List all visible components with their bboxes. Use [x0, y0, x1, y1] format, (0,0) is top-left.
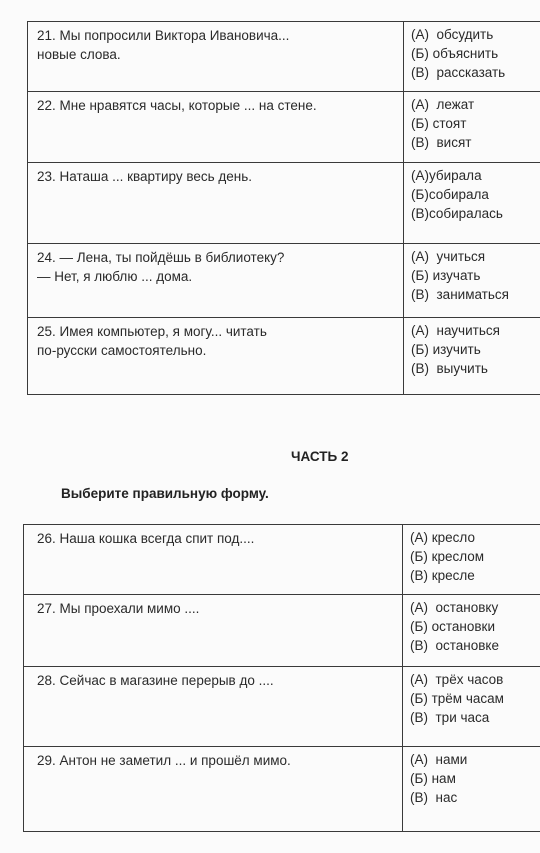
option-b: (Б)собирала — [411, 187, 489, 202]
option-b: (Б) остановки — [410, 619, 495, 634]
option-a: (А) нами — [410, 752, 468, 767]
table-row — [28, 318, 540, 395]
option-a: (А) научиться — [411, 323, 500, 338]
option-a: (А) обсудить — [411, 27, 494, 42]
table-row — [28, 92, 540, 163]
option-c: (В) кресле — [410, 568, 475, 583]
question-23: 23. Наташа ... квартиру весь день. — [28, 163, 404, 244]
option-c: (В) заниматься — [411, 287, 509, 302]
section-title: ЧАСТЬ 2 — [291, 449, 349, 464]
option-b: (Б) изучить — [411, 342, 481, 357]
question-29: 29. Антон не заметил ... и прошёл мимо. — [24, 747, 403, 832]
option-a: (А) остановку — [410, 600, 499, 615]
options-22 — [404, 92, 540, 163]
option-b: (Б) нам — [410, 771, 456, 786]
option-c: (В) рассказать — [411, 65, 506, 80]
table-row — [24, 525, 540, 595]
option-b: (Б) стоят — [411, 116, 467, 131]
options-23 — [404, 163, 540, 244]
option-c: (В)собиралась — [411, 206, 503, 221]
option-c: (В) нас — [410, 790, 458, 805]
option-c: (В) висят — [411, 135, 472, 150]
option-a: (А) трёх часов — [410, 672, 504, 687]
options-28 — [403, 667, 540, 747]
option-a: (А)убирала — [411, 168, 482, 183]
option-c: (В) выучить — [411, 361, 488, 376]
option-a: (А) лежат — [411, 97, 475, 112]
options-26 — [403, 525, 540, 595]
table-row — [24, 747, 540, 832]
table-row — [28, 163, 540, 244]
option-b: (Б) трём часам — [410, 691, 504, 706]
option-a: (А) учиться — [411, 249, 486, 264]
exercise-table-part1 — [27, 21, 540, 395]
question-22: 22. Мне нравятся часы, которые ... на стене. — [28, 92, 404, 163]
table-row — [28, 244, 540, 318]
options-29 — [403, 747, 540, 832]
option-c: (В) остановке — [410, 638, 499, 653]
table-row — [24, 667, 540, 747]
question-26: 26. Наша кошка всегда спит под.... — [24, 525, 403, 595]
option-b: (Б) объяснить — [411, 46, 499, 61]
options-24 — [404, 244, 540, 318]
table-row — [28, 22, 540, 92]
table-row — [24, 595, 540, 667]
options-27 — [403, 595, 540, 667]
question-21: 21. Мы попросили Виктора Ивановича... новые слова. — [28, 22, 404, 92]
question-25: 25. Имея компьютер, я могу... читать по-русски самостоятельно. — [28, 318, 404, 395]
question-27: 27. Мы проехали мимо .... — [24, 595, 403, 667]
options-25 — [404, 318, 540, 395]
option-b: (Б) креслом — [410, 549, 485, 564]
option-c: (В) три часа — [410, 710, 490, 725]
question-24: 24. — Лена, ты пойдёшь в библиотеку? — Нет, я люблю ... дома. — [28, 244, 404, 318]
exercise-table-part2 — [23, 524, 540, 832]
question-28: 28. Сейчас в магазине перерыв до .... — [24, 667, 403, 747]
option-b: (Б) изучать — [411, 268, 481, 283]
instruction-text: Выберите правильную форму. — [61, 486, 269, 501]
option-a: (А) кресло — [410, 530, 475, 545]
options-21 — [404, 22, 540, 92]
